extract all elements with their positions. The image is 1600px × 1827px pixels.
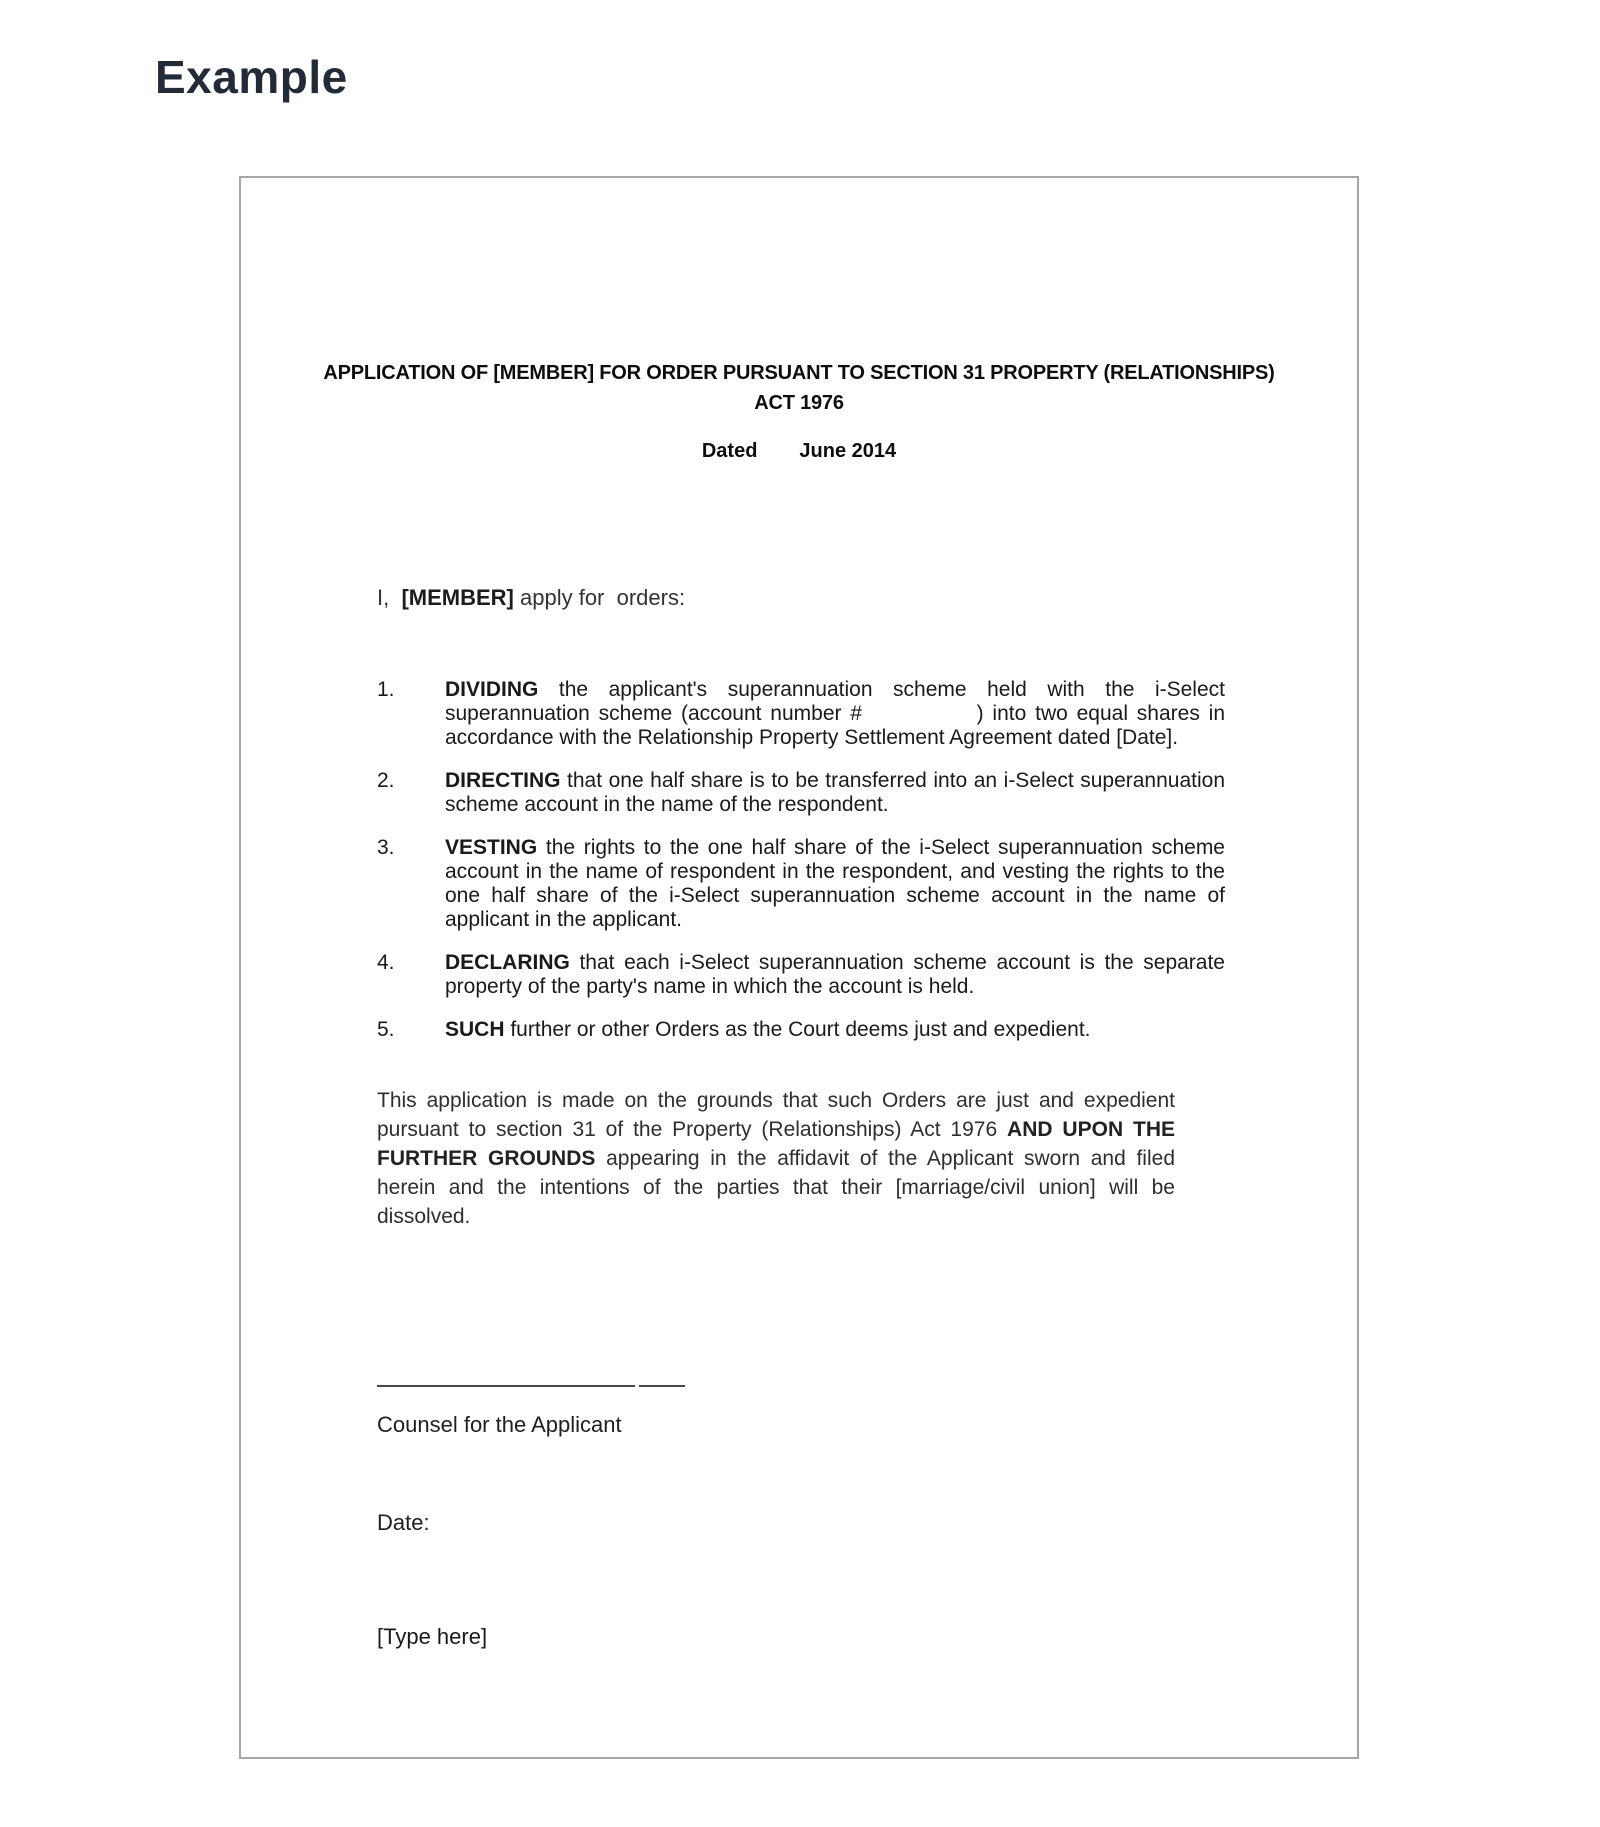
order-text bbox=[445, 836, 1225, 932]
order-text bbox=[445, 678, 1225, 750]
order-body: that each i-Select superannuation scheme account is the separate property of the party's name in which the account is held. bbox=[445, 951, 1225, 998]
order-keyword: VESTING bbox=[445, 836, 538, 859]
grounds-bold: AND UPON THE FURTHER GROUNDS bbox=[377, 1118, 1175, 1170]
order-body: further or other Orders as the Court deems just and expedient. bbox=[504, 1018, 1091, 1041]
grounds-paragraph bbox=[377, 1086, 1175, 1231]
order-item-2 bbox=[377, 769, 1225, 817]
example-heading: Example bbox=[155, 51, 348, 103]
intro-post: apply for orders: bbox=[513, 585, 686, 610]
dated-row bbox=[241, 440, 1357, 463]
order-keyword: DECLARING bbox=[445, 951, 570, 974]
intro-line bbox=[377, 585, 1227, 611]
order-text bbox=[445, 1018, 1225, 1042]
order-keyword: SUCH bbox=[445, 1018, 505, 1041]
order-number: 4. bbox=[377, 951, 395, 974]
order-body: that one half share is to be transferred into an i-Select superannuation scheme account in the name of the respondent. bbox=[445, 769, 1225, 816]
dated-label: Dated bbox=[701, 440, 758, 462]
type-here-placeholder[interactable]: [Type here] bbox=[377, 1624, 488, 1649]
order-number: 3. bbox=[377, 836, 395, 859]
order-item-4 bbox=[377, 951, 1225, 999]
order-keyword: DIRECTING bbox=[445, 769, 561, 792]
intro-pre: I, bbox=[377, 585, 402, 610]
document-page bbox=[239, 176, 1359, 1759]
counsel-for-applicant-label: Counsel for the Applicant bbox=[377, 1412, 622, 1437]
grounds-part2: appearing in the affidavit of the Applicant sworn and filed herein and the intentions of the parties that their [marriage/civil union] will be dissolved. bbox=[377, 1147, 1176, 1228]
grounds-part1: This application is made on the grounds that such Orders are just and expedient pursuant to section 31 of the Property (Relationships) Act 1976 bbox=[377, 1089, 1175, 1141]
document-title-line1: APPLICATION OF [MEMBER] FOR ORDER PURSUANT TO SECTION 31 PROPERTY (RELATIONSHIPS) bbox=[323, 362, 1275, 384]
signature-line bbox=[377, 1385, 685, 1387]
order-body: the rights to the one half share of the i-Select superannuation scheme account in the name of respondent in the respondent, and vesting the rights to the one half share of the i-Select superannuation scheme account in the name of applicant in the applicant. bbox=[445, 836, 1225, 931]
document-title-line2: ACT 1976 bbox=[754, 392, 844, 414]
document-title bbox=[241, 358, 1357, 418]
intro-member: [MEMBER] bbox=[401, 585, 514, 610]
order-text bbox=[445, 951, 1225, 999]
signature-line-segment bbox=[639, 1385, 685, 1387]
order-keyword: DIVIDING bbox=[445, 678, 539, 701]
orders-list bbox=[377, 678, 1225, 1061]
order-item-3 bbox=[377, 836, 1225, 932]
order-number: 2. bbox=[377, 769, 395, 792]
order-text bbox=[445, 769, 1225, 817]
order-item-1 bbox=[377, 678, 1225, 750]
order-number: 1. bbox=[377, 678, 395, 701]
order-item-5 bbox=[377, 1018, 1225, 1042]
signature-line-segment bbox=[377, 1385, 635, 1387]
order-number: 5. bbox=[377, 1018, 395, 1041]
date-label: Date: bbox=[377, 1510, 430, 1535]
order-body: the applicant's superannuation scheme held with the i-Select superannuation scheme (account number # ) into two equal shares in accordance with the Relationship Property Settlement Agreement dated [Date]. bbox=[445, 678, 1225, 749]
dated-value: June 2014 bbox=[799, 440, 897, 462]
